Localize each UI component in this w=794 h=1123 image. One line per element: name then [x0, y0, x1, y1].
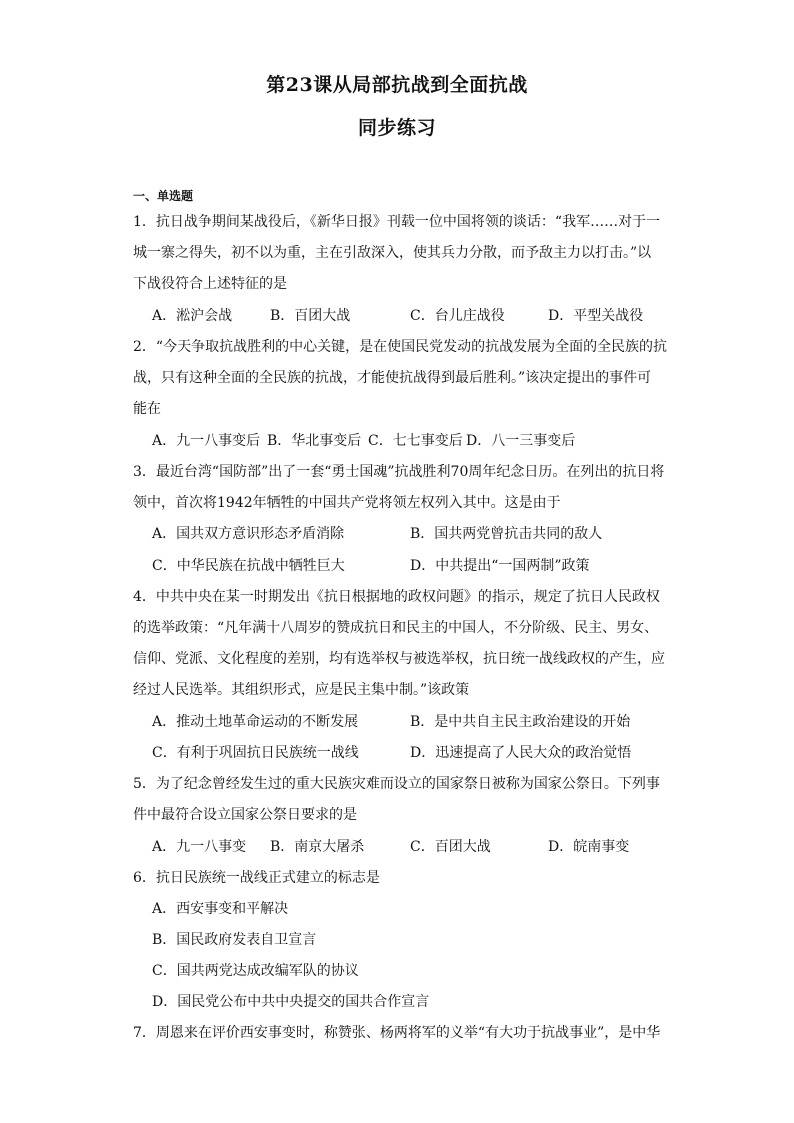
- option-a: A．九一八事变: [152, 839, 247, 855]
- option-b: B．华北事变后: [267, 433, 362, 449]
- option-d: D．平型关战役: [548, 308, 644, 324]
- question-text-line: 经过人民选举。其组织形式，应是民主集中制。”该政策: [133, 682, 470, 698]
- question-text-line: 城一寨之得失，初不以为重，主在引敌深入，使其兵力分散，而予敌主力以打击。”以: [133, 245, 652, 261]
- option-d: D．八一三事变后: [466, 433, 576, 449]
- option-d: D．迅速提高了人民大众的政治觉悟: [410, 745, 632, 761]
- question-text-line: 的选举政策：“凡年满十八周岁的赞成抗日和民主的中国人，不分阶级、民主、男女、: [133, 620, 659, 636]
- page-title: 第23课从局部抗战到全面抗战: [266, 74, 528, 96]
- question-text-line: 信仰、党派、文化程度的差别，均有选举权与被选举权，抗日统一战线政权的产生，应: [133, 651, 665, 667]
- question-text-line: 6．抗日民族统一战线正式建立的标志是: [133, 870, 380, 886]
- question-text-line: 7．周恩来在评价西安事变时，称赞张、杨两将军的义举“有大功于抗战事业”，是中华: [133, 1025, 661, 1041]
- question-text-line: 2．“今天争取抗战胜利的中心关键，是在使国民党发动的抗战发展为全面的全民族的抗: [133, 339, 668, 355]
- option-b: B．国民政府发表自卫宣言: [152, 932, 317, 948]
- option-c: C．中华民族在抗战中牺牲巨大: [152, 558, 345, 574]
- option-c: C．百团大战: [410, 839, 491, 855]
- option-b: B．国共两党曾抗击共同的敌人: [410, 526, 603, 542]
- option-c: C．台儿庄战役: [410, 308, 505, 324]
- option-d: D．中共提出“一国两制”政策: [410, 558, 590, 574]
- section-heading: 一、单选题: [133, 189, 194, 203]
- question-text-line: 件中最符合设立国家公祭日要求的是: [133, 807, 357, 823]
- option-b: B．百团大战: [270, 308, 351, 324]
- question-text-line: 能在: [133, 401, 161, 417]
- option-c: C．有利于巩固抗日民族统一战线: [152, 745, 359, 761]
- option-c: C．国共两党达成改编军队的协议: [152, 963, 359, 979]
- option-b: B．南京大屠杀: [270, 839, 365, 855]
- option-d: D．皖南事变: [548, 839, 630, 855]
- option-a: A．推动土地革命运动的不断发展: [152, 714, 359, 730]
- option-c: C．七七事变后: [368, 433, 463, 449]
- question-text-line: 战，只有这种全面的全民族的抗战，才能使抗战得到最后胜利。”该决定提出的事件可: [133, 370, 652, 386]
- option-b: B．是中共自主民主政治建设的开始: [410, 714, 631, 730]
- question-text-line: 领中，首次将1942年牺牲的中国共产党将领左权列入其中。这是由于: [133, 495, 561, 511]
- page-subtitle: 同步练习: [357, 117, 436, 139]
- question-text-line: 4．中共中央在某一时期发出《抗日根据地的政权问题》的指示，规定了抗日人民政权: [133, 589, 660, 605]
- option-a: A．淞沪会战: [152, 308, 233, 324]
- option-a: A．西安事变和平解决: [152, 901, 289, 917]
- option-a: A．九一八事变后: [152, 433, 261, 449]
- question-text-line: 3．最近台湾“国防部”出了一套“勇士国魂”抗战胜利70周年纪念日历。在列出的抗日将: [133, 464, 665, 480]
- question-text-line: 1．抗日战争期间某战役后，《新华日报》刊载一位中国将领的谈话：“我军……对于一: [133, 214, 661, 230]
- option-d: D．国民党公布中共中央提交的国共合作宣言: [152, 994, 430, 1010]
- question-text-line: 下战役符合上述特征的是: [133, 276, 287, 292]
- question-text-line: 5．为了纪念曾经发生过的重大民族灾难而设立的国家祭日被称为国家公祭日。下列事: [133, 776, 660, 792]
- option-a: A．国共双方意识形态矛盾消除: [152, 526, 345, 542]
